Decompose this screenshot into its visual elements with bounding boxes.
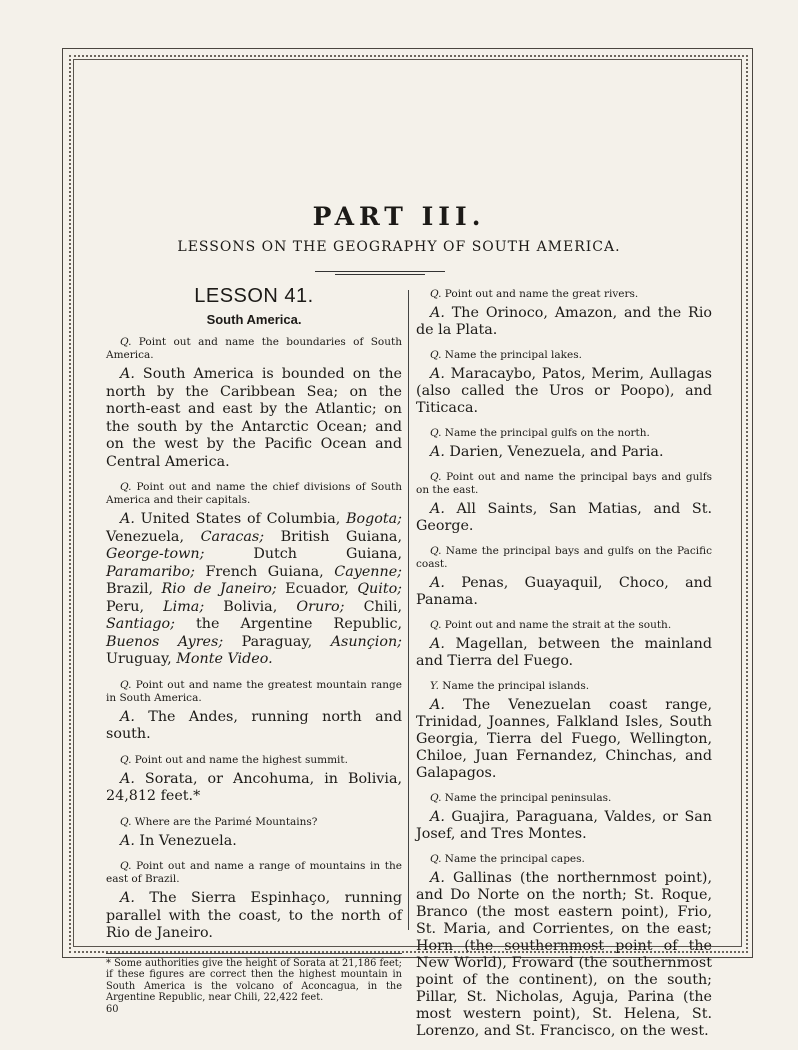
footnote: * Some authorities give the height of Sorata at 21,186 feet; if these figures are correct then the highest mountain in South America is the volcano of Aconcagua, in the Argentine Republic, near Chili, 22,422 feet.	[106, 953, 402, 1004]
country-name: Venezuela,	[106, 528, 201, 545]
right-column	[416, 288, 712, 1050]
q-label: Q.	[430, 427, 442, 439]
capital-name: Buenos Ayres;	[106, 633, 224, 650]
part-subtitle: LESSONS ON THE GEOGRAPHY OF SOUTH AMERICA.	[177, 239, 621, 255]
q-label: Q.	[430, 471, 442, 483]
page-number: 60	[106, 1003, 119, 1015]
question	[416, 792, 712, 805]
question	[106, 754, 402, 767]
title-rule	[315, 271, 445, 272]
answer	[416, 575, 712, 609]
answer-text: The Sierra Espinhaço, running parallel with the coast, to the north of Rio de Janeiro.	[106, 890, 402, 941]
a-label: A.	[430, 575, 445, 591]
country-name: Paraguay,	[223, 633, 331, 650]
left-column	[106, 285, 403, 1015]
answer	[106, 366, 402, 471]
answer	[416, 305, 712, 339]
answer	[416, 444, 712, 461]
country-name: United States of Columbia,	[140, 511, 347, 527]
q-label: Q.	[430, 853, 442, 865]
country-name: Uruguay,	[106, 651, 177, 667]
answer-text: The Venezuelan coast range, Trinidad, Joannes, Falkland Isles, South Georgia, Tierra del Fuego, Wellington, Chiloe, Juan Fernandez, Chinchas, and Galapagos.	[416, 697, 713, 781]
question-text: Point out and name a range of mountains in the east of Brazil.	[106, 860, 402, 885]
question-text: Point out and name the greatest mountain range in South America.	[106, 678, 402, 704]
answer-text: Maracaybo, Patos, Merim, Aullagas (also called the Uros or Poopo), and Titicaca.	[416, 366, 713, 416]
a-label: A.	[120, 708, 135, 725]
a-label: A.	[430, 444, 445, 460]
capital-name: Caracas;	[200, 528, 265, 545]
question	[416, 288, 712, 301]
answer-text: In Venezuela.	[139, 832, 237, 849]
country-name: British Guiana,	[264, 528, 402, 545]
answer-text-capitals	[106, 511, 402, 667]
question	[106, 481, 402, 507]
answer	[106, 709, 402, 744]
capital-name: Lima;	[163, 598, 205, 615]
question	[416, 853, 712, 866]
capital-name: Monte Video.	[176, 651, 273, 667]
a-label: A.	[430, 636, 445, 652]
answer	[416, 809, 712, 843]
capital-name: Rio de Janeiro;	[161, 581, 277, 597]
question	[106, 336, 402, 362]
section-heading: South America.	[206, 312, 302, 327]
a-label: A.	[120, 832, 135, 849]
q-label: Q.	[120, 815, 132, 828]
capital-name: George-town;	[106, 546, 205, 562]
country-name: Dutch Guiana,	[204, 546, 402, 562]
answer-text: Penas, Guayaquil, Choco, and Panama.	[416, 575, 712, 608]
question-text: Point out and name the principal bays and gulfs on the east.	[416, 471, 713, 496]
country-name: Bolivia,	[204, 598, 297, 615]
a-label: A.	[430, 870, 445, 886]
capital-name: Santiago;	[106, 616, 175, 632]
question	[416, 680, 712, 693]
a-label: A.	[430, 501, 445, 517]
question-text: Name the principal lakes.	[444, 349, 582, 361]
question-text: Name the principal gulfs on the north.	[444, 427, 650, 439]
question-text: Name the principal islands.	[442, 680, 590, 692]
capital-name: Asunçion;	[330, 633, 402, 650]
country-name: Brazil,	[106, 581, 162, 597]
question	[416, 471, 712, 497]
q-label: Y.	[430, 680, 439, 692]
a-label: A.	[120, 770, 135, 787]
question	[416, 427, 712, 440]
a-label: A.	[430, 809, 445, 825]
question	[416, 619, 712, 632]
answer	[416, 697, 712, 782]
q-label: Q.	[120, 678, 132, 691]
country-name: Chili,	[344, 598, 402, 615]
capital-name: Bogota;	[346, 511, 402, 527]
q-label: Q.	[430, 288, 442, 300]
answer-text: South America is bounded on the north by the Caribbean Sea; on the north-east and east by the Atlantic; on the south by the Antarctic Ocean; and on the west by the Pacific Ocean and Central America.	[106, 366, 403, 470]
answer-text: All Saints, San Matias, and St. George.	[416, 501, 712, 534]
q-label: Q.	[430, 619, 442, 631]
question	[416, 545, 712, 571]
capital-name: Cayenne;	[334, 563, 402, 580]
answer	[416, 501, 712, 535]
answer	[416, 636, 712, 670]
answer-text: Sorata, or Ancohuma, in Bolivia, 24,812 feet.*	[106, 770, 403, 804]
question	[416, 349, 712, 362]
answer	[106, 833, 402, 851]
answer-text: Darien, Venezuela, and Paria.	[449, 444, 664, 460]
question-text: Point out and name the great rivers.	[444, 288, 639, 300]
answer	[106, 771, 402, 806]
answer-text: Magellan, between the mainland and Tierra del Fuego.	[416, 636, 712, 669]
lesson-heading: LESSON 41.	[194, 285, 314, 307]
question-text: Point out and name the strait at the south.	[444, 619, 672, 631]
q-label: Q.	[430, 545, 442, 557]
question	[106, 679, 402, 705]
part-title: PART III.	[312, 202, 486, 231]
column-divider	[408, 290, 409, 930]
a-label: A.	[430, 697, 445, 713]
q-label: Q.	[430, 349, 442, 361]
q-label: Q.	[120, 753, 132, 766]
question-text: Name the principal peninsulas.	[444, 792, 612, 804]
answer	[106, 890, 402, 943]
q-label: Q.	[430, 792, 442, 804]
q-label: Q.	[120, 336, 132, 348]
question-text: Point out and name the chief divisions of South America and their capitals.	[106, 481, 402, 506]
q-label: Q.	[120, 481, 132, 493]
question	[106, 816, 402, 829]
country-name: Peru,	[106, 598, 164, 615]
answer	[106, 511, 402, 669]
answer-text: The Andes, running north and south.	[106, 708, 402, 742]
capital-name: Paramaribo;	[106, 563, 195, 580]
q-label: Q.	[120, 860, 132, 872]
a-label: A.	[120, 890, 135, 906]
answer-text: The Orinoco, Amazon, and the Rio de la Plata.	[416, 305, 713, 338]
a-label: A.	[120, 511, 135, 527]
country-name: Ecuador,	[276, 581, 358, 597]
question-text: Where are the Parimé Mountains?	[134, 815, 318, 828]
answer	[416, 366, 712, 417]
a-label: A.	[430, 305, 445, 321]
answer	[416, 870, 712, 1040]
a-label: A.	[430, 366, 445, 382]
answer-text: Guajira, Paraguana, Valdes, or San Josef, and Tres Montes.	[416, 809, 713, 842]
question	[106, 860, 402, 886]
capital-name: Quito;	[357, 581, 402, 597]
country-name: French Guiana,	[194, 563, 335, 580]
capital-name: Oruro;	[296, 598, 345, 615]
question-text: Point out and name the boundaries of South America.	[106, 336, 402, 361]
answer-text: Gallinas (the northernmost point), and Do Norte on the north; St. Roque, Branco (the most eastern point), Frio, St. Maria, and Corrientes, on the east; Horn (the southernmost point of the New World), Froward (the southernmost point of the continent), on the south; Pillar, St. Nicholas, Aguja, Parina (the most western point), St. Helena, St. Lorenzo, and St. Francisco, on the west.	[416, 870, 713, 1039]
question-text: Point out and name the highest summit.	[134, 753, 348, 766]
question-text: Name the principal bays and gulfs on the Pacific coast.	[416, 545, 712, 570]
country-name: the Argentine Republic,	[174, 616, 402, 632]
question-text: Name the principal capes.	[444, 853, 585, 865]
a-label: A.	[120, 366, 135, 382]
